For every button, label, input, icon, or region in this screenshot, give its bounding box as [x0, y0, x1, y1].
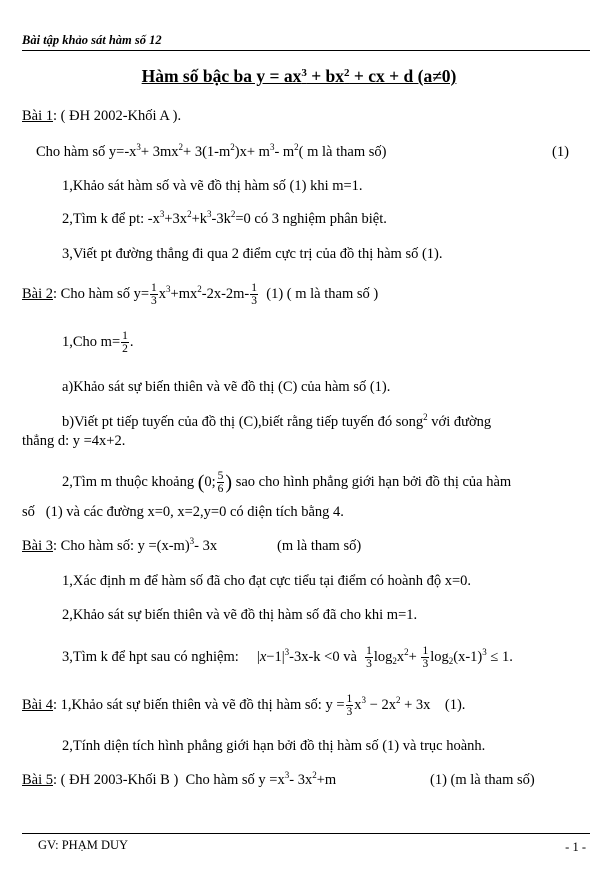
bai2-qb-line1: b)Viết pt tiếp tuyến của đồ thị (C),biết rằng tiếp tuyến đó song$^2$ với đường: [62, 412, 492, 430]
bai2-qa: a)Khảo sát sự biến thiên và vẽ đồ thị (C) của hàm số (1).: [62, 379, 391, 395]
bai1-q3: 3,Viết pt đường thẳng đi qua 2 điểm cực trị của đồ thị hàm số (1).: [62, 246, 443, 262]
bai3-label: Bài 3: [22, 538, 54, 554]
bai3-q2: 2,Khảo sát sự biến thiên và vẽ đồ thị hàm số đã cho khi m=1.: [62, 607, 418, 623]
bai1-heading: [22, 107, 181, 125]
bai1-q2: 2,Tìm k để pt: $-x^3+3x^2+k^3-3k^2=0$ có 3 nghiệm phân biệt.: [62, 209, 387, 227]
bai5-label: Bài 5: [22, 772, 54, 788]
bai3-intro: Bài 3: Cho hàm số: $y =(x-m)^3-$ 3x: [22, 536, 218, 554]
header-divider: [22, 50, 590, 51]
bai1-intro: Cho hàm số $y=-x^3+ 3mx^2+ 3(1-m^2)x+ m^3-$ $m^2$( m là tham số): [36, 142, 387, 160]
bai5-tail: (1) (m là tham số): [430, 772, 535, 788]
bai2-q1: 1,Cho m= $\frac{1}{2}$ .: [62, 330, 134, 355]
bai4-q2: 2,Tính diện tích hình phẳng giới hạn bởi đồ thị hàm số (1) và trục hoành.: [62, 738, 486, 754]
bai2-label: Bài 2: [22, 285, 54, 302]
bai2-q2-line2: số (1) và các đường x=0, x=2,y=0 có diện tích bằng 4.: [22, 504, 344, 520]
bai4-label: Bài 4: [22, 696, 54, 713]
bai2-q2-line1: 2,Tìm m thuộc khoảng (0; $\frac{5}{6}$ ) sao cho hình phẳng giới hạn bởi đồ thị của hàm: [62, 470, 512, 495]
page-number: - 1 -: [565, 840, 586, 854]
bai5-intro: Bài 5: ( ĐH 2003-Khối B ) Cho hàm số $y =x^3-$ $3x^2+m$: [22, 770, 337, 788]
bai1-q1: 1,Khảo sát hàm số và vẽ đồ thị hàm số (1) khi m=1.: [62, 178, 363, 194]
bai4-intro: Bài 4: 1,Khảo sát sự biến thiên và vẽ đồ thị hàm số: y = $\frac{1}{3}$ $x^3 - 2x^2 + 3x$ (1).: [22, 693, 466, 718]
footer-author: GV: PHẠM DUY: [38, 838, 129, 852]
bai1-source: : ( ĐH 2002-Khối A ).: [53, 108, 182, 124]
bai1-eq-num: (1): [552, 144, 569, 160]
bai3-q3: 3,Tìm k để hpt sau có nghiệm: $|x-1|^3-3x-k <0$ và $\frac{1}{3}$ $\log_2x^2+$ $\frac{1}{3}$ $\log_2(x-1)^3 \le 1$.: [62, 645, 513, 670]
document-title: Hàm số bậc ba $y = ax^3 + bx^2$ + cx + d (a≠0): [141, 66, 457, 86]
bai3-q1: 1,Xác định m để hàm số đã cho đạt cực tiểu tại điểm có hoành độ x=0.: [62, 573, 472, 589]
bai2-intro: Bài 2: Cho hàm số y= $\frac{1}{3}$ $x^3+mx^2-2x-2m-$ $\frac{1}{3}$ (1) ( m là tham số ): [22, 282, 379, 307]
bai2-qb-line2: thẳng d: y =4x+2.: [22, 433, 126, 449]
bai1-label: Bài 1: [22, 108, 54, 124]
footer-divider: [22, 833, 590, 834]
page-header: Bài tập khảo sát hàm số 12: [22, 33, 162, 47]
bai3-param: (m là tham số): [277, 538, 362, 554]
